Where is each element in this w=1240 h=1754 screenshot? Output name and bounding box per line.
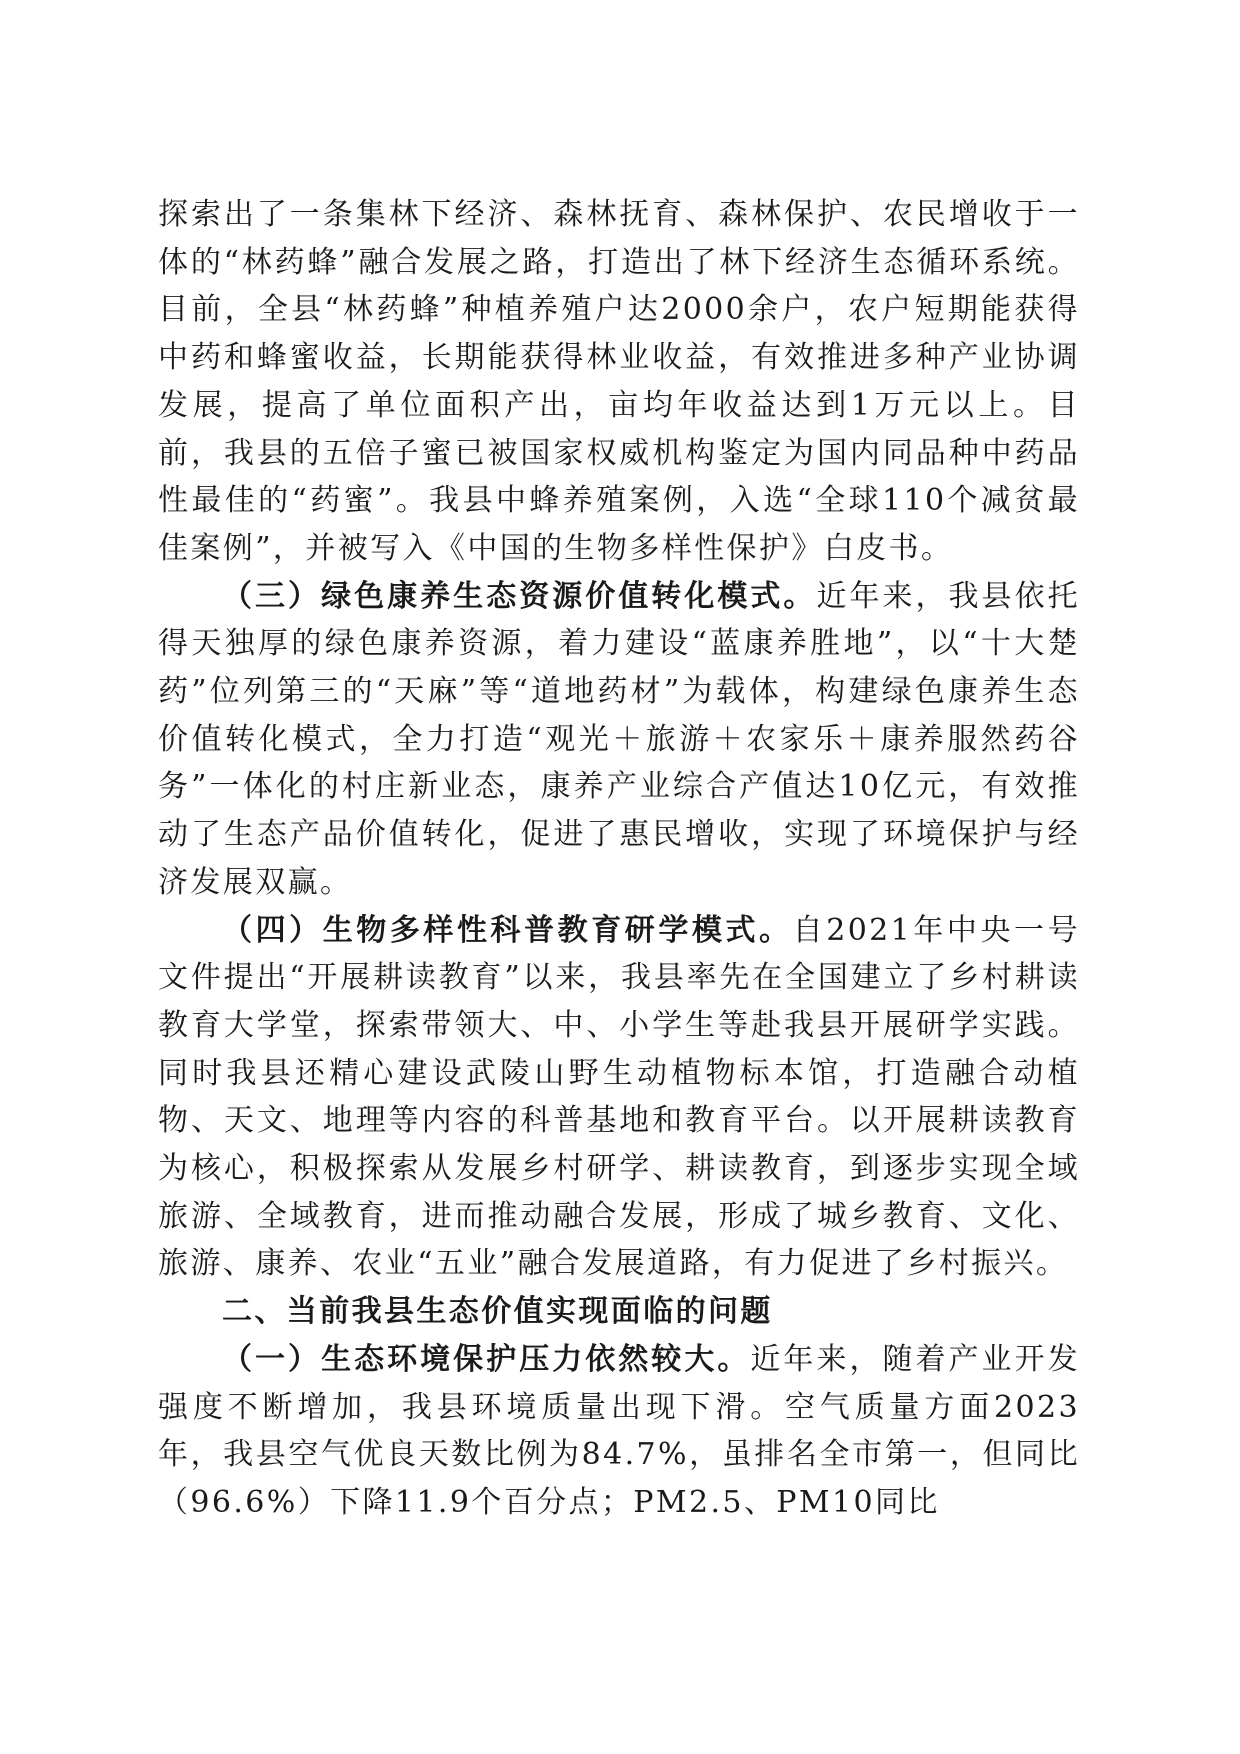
paragraph-text: 近年来，随着产业开发强度不断增加，我县环境质量出现下滑。空气质量方面2023年，我县空气优良天数比例为84.7%，虽排名全市第一，但同比（96.6%）下降11.9个百分点；PM2.5、PM10同比 [158, 1341, 1081, 1520]
document-body [158, 191, 1080, 1527]
chapter-heading-problems: 二、当前我县生态价值实现面临的问题 [222, 1294, 773, 1330]
paragraph-green-health-model [158, 573, 1080, 907]
paragraph-environment-pressure [158, 1336, 1080, 1527]
paragraph-text: 探索出了一条集林下经济、森林抚育、森林保护、农民增收于一体的“林药蜂”融合发展之路，打造出了林下经济生态循环系统。目前，全县“林药蜂”种植养殖户达2000余户，农户短期能获得中药和蜂蜜收益，长期能获得林业收益，有效推进多种产业协调发展，提高了单位面积产出，亩均年收益达到1万元以上。目前，我县的五倍子蜜已被国家权威机构鉴定为国内同品种中药品性最佳的“药蜜”。我县中蜂养殖案例，入选“全球110个减贫最佳案例”，并被写入《中国的生物多样性保护》白皮书。 [158, 197, 1080, 566]
section-heading-3: （三）绿色康养生态资源价值转化模式。 [222, 578, 817, 614]
section-heading-1: （一）生态环境保护压力依然较大。 [222, 1341, 751, 1377]
paragraph-text: 近年来，我县依托得天独厚的绿色康养资源，着力建设“蓝康养胜地”，以“十大楚药”位列第三的“天麻”等“道地药材”为载体，构建绿色康养生态价值转化模式，全力打造“观光＋旅游＋农家乐＋康养服然药谷务”一体化的村庄新业态，康养产业综合产值达10亿元，有效推动了生态产品价值转化，促进了惠民增收，实现了环境保护与经济发展双赢。 [158, 578, 1081, 900]
section-heading-4: （四）生物多样性科普教育研学模式。 [222, 912, 793, 948]
paragraph-lin-yao-feng [158, 191, 1080, 573]
paragraph-text: 自2021年中央一号文件提出“开展耕读教育”以来，我县率先在全国建立了乡村耕读教育大学堂，探索带领大、中、小学生等赴我县开展研学实践。同时我县还精心建设武陵山野生动植物标本馆，打造融合动植物、天文、地理等内容的科普基地和教育平台。以开展耕读教育为核心，积极探索从发展乡村研学、耕读教育，到逐步实现全域旅游、全域教育，进而推动融合发展，形成了城乡教育、文化、旅游、康养、农业“五业”融合发展道路，有力促进了乡村振兴。 [158, 912, 1080, 1282]
paragraph-biodiversity-education-model [158, 907, 1080, 1289]
